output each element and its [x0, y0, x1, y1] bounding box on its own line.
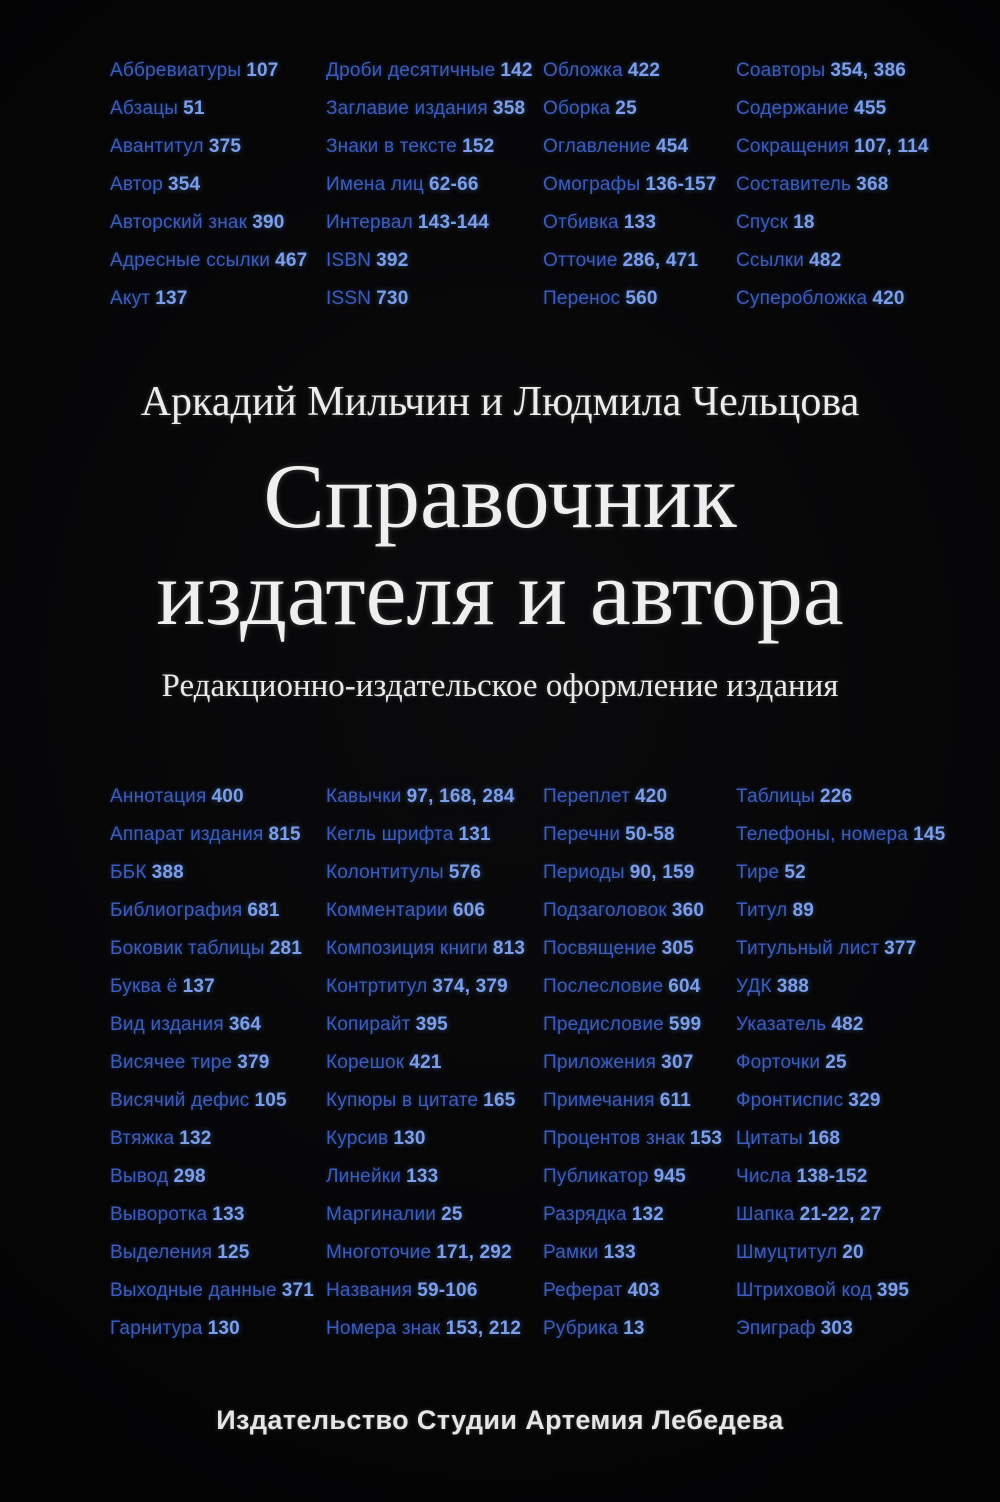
book-title-line-1: Справочник [263, 445, 737, 547]
index-pages: 604 [668, 976, 701, 997]
index-entry [326, 166, 533, 204]
index-term: Композиция книги [326, 938, 488, 959]
index-entry [326, 1006, 525, 1044]
index-term: Аббревиатуры [110, 60, 242, 81]
index-term: Автор [110, 174, 163, 195]
top-index-column-3 [543, 52, 717, 318]
index-entry [736, 1044, 945, 1082]
index-term: Переплет [543, 786, 630, 807]
index-entry [736, 1158, 945, 1196]
index-pages: 303 [820, 1318, 853, 1339]
top-index-column-4 [736, 52, 929, 318]
index-term: Содержание [736, 98, 850, 119]
index-entry [110, 128, 307, 166]
index-entry [736, 242, 929, 280]
index-term: Знаки в тексте [326, 136, 458, 157]
index-entry [326, 1196, 525, 1234]
index-pages: 62-66 [429, 174, 479, 195]
index-term: Титульный лист [736, 938, 880, 959]
index-pages: 422 [627, 60, 661, 81]
index-entry [736, 1120, 945, 1158]
index-entry [326, 1044, 525, 1082]
index-entry [326, 1082, 525, 1120]
index-term: Рамки [543, 1242, 599, 1263]
index-entry [326, 1272, 525, 1310]
index-entry [110, 166, 307, 204]
index-entry [736, 1082, 945, 1120]
index-pages: 377 [884, 938, 917, 959]
index-pages: 388 [151, 862, 184, 883]
index-term: Курсив [326, 1128, 389, 1149]
index-term: Примечания [543, 1090, 655, 1111]
index-term: Процентов знак [543, 1128, 685, 1149]
index-term: Абзацы [110, 98, 179, 119]
index-entry [110, 1272, 314, 1310]
index-pages: 152 [462, 136, 495, 157]
index-term: Гарнитура [110, 1318, 203, 1339]
index-term: Интервал [326, 212, 413, 233]
index-entry [326, 892, 525, 930]
index-pages: 482 [809, 250, 842, 271]
index-entry [543, 242, 717, 280]
index-pages: 59-106 [417, 1280, 478, 1301]
index-entry [326, 90, 533, 128]
index-entry [736, 128, 929, 166]
index-pages: 420 [634, 786, 668, 807]
index-pages: 599 [668, 1014, 702, 1035]
index-pages: 329 [848, 1090, 881, 1111]
index-term: Рубрика [543, 1318, 619, 1339]
index-pages: 51 [183, 98, 205, 119]
index-term: Колонтитулы [326, 862, 444, 883]
index-term: Акут [110, 288, 151, 309]
index-term: Маргиналии [326, 1204, 437, 1225]
index-term: Линейки [326, 1166, 402, 1187]
index-pages: 390 [252, 212, 285, 233]
index-entry [736, 204, 929, 242]
index-term: Шапка [736, 1204, 795, 1225]
index-term: Эпиграф [736, 1318, 816, 1339]
index-term: Названия [326, 1280, 413, 1301]
index-term: Висячее тире [110, 1052, 233, 1073]
index-term: ББК [110, 862, 147, 883]
index-pages: 354 [167, 174, 201, 195]
index-pages: 360 [671, 900, 705, 921]
index-pages: 153, 212 [445, 1318, 522, 1339]
index-pages: 25 [441, 1204, 463, 1225]
index-term: Публикатор [543, 1166, 649, 1187]
index-pages: 576 [448, 862, 482, 883]
index-entry [110, 968, 314, 1006]
index-pages: 133 [623, 212, 657, 233]
index-term: Копирайт [326, 1014, 411, 1035]
bottom-index-column-3 [543, 778, 722, 1348]
index-pages: 421 [409, 1052, 442, 1073]
index-term: Заглавие издания [326, 98, 488, 119]
index-entry [110, 930, 314, 968]
index-term: Телефоны, номера [736, 824, 909, 845]
index-entry [326, 1120, 525, 1158]
index-entry [543, 968, 722, 1006]
index-pages: 611 [659, 1090, 691, 1111]
index-pages: 226 [820, 786, 853, 807]
index-term: Отбивка [543, 212, 619, 233]
index-pages: 20 [842, 1242, 864, 1263]
index-term: Адресные ссылки [110, 250, 271, 271]
index-pages: 97, 168, 284 [406, 786, 515, 807]
index-pages: 131 [458, 824, 491, 845]
index-entry [110, 1196, 314, 1234]
index-pages: 132 [631, 1204, 665, 1225]
index-entry [543, 128, 717, 166]
index-entry [326, 242, 533, 280]
index-entry [326, 128, 533, 166]
index-term: Фронтиспис [736, 1090, 844, 1111]
index-pages: 454 [655, 136, 689, 157]
index-entry [736, 816, 945, 854]
index-pages: 392 [376, 250, 409, 271]
bottom-index-column-2 [326, 778, 525, 1348]
index-term: Приложения [543, 1052, 657, 1073]
index-entry [736, 1310, 945, 1348]
bottom-index-column-1 [110, 778, 314, 1348]
index-term: Обложка [543, 60, 623, 81]
index-term: Подзаголовок [543, 900, 667, 921]
index-entry [326, 1234, 525, 1272]
top-index-column-1 [110, 52, 307, 318]
book-title [0, 445, 1000, 644]
index-entry [543, 854, 722, 892]
index-entry [543, 1158, 722, 1196]
index-term: Аннотация [110, 786, 207, 807]
index-pages: 420 [872, 288, 905, 309]
index-entry [736, 1196, 945, 1234]
index-entry [110, 1310, 314, 1348]
index-term: Боковик таблицы [110, 938, 265, 959]
index-term: ISSN [326, 288, 372, 309]
index-pages: 374, 379 [432, 976, 508, 997]
index-term: ISBN [326, 250, 372, 271]
index-entry [543, 892, 722, 930]
index-entry [543, 1272, 722, 1310]
book-subtitle: Редакционно-издательское оформление издания [161, 668, 839, 704]
index-entry [543, 90, 717, 128]
index-entry [736, 1272, 945, 1310]
index-entry [543, 280, 717, 318]
index-entry [110, 816, 314, 854]
index-pages: 89 [792, 900, 815, 921]
index-pages: 379 [237, 1052, 270, 1073]
index-term: Контртитул [326, 976, 428, 997]
index-pages: 130 [207, 1318, 240, 1339]
index-term: Вид издания [110, 1014, 224, 1035]
index-pages: 371 [281, 1280, 315, 1301]
index-pages: 107 [246, 60, 279, 81]
index-entry [110, 242, 307, 280]
index-pages: 125 [217, 1242, 250, 1263]
index-term: Периоды [543, 862, 625, 883]
index-entry [543, 930, 722, 968]
index-pages: 400 [211, 786, 244, 807]
index-pages: 945 [653, 1166, 686, 1187]
index-entry [543, 1196, 722, 1234]
index-term: Вывод [110, 1166, 169, 1187]
index-pages: 358 [492, 98, 526, 119]
index-pages: 681 [247, 900, 280, 921]
index-pages: 133 [603, 1242, 636, 1263]
index-pages: 364 [228, 1014, 262, 1035]
index-entry [326, 204, 533, 242]
author-line: Аркадий Мильчин и Людмила Чельцова [140, 379, 860, 425]
index-entry [736, 930, 945, 968]
index-pages: 138-152 [796, 1166, 868, 1187]
index-entry [110, 1158, 314, 1196]
index-pages: 730 [376, 288, 409, 309]
index-term: Дроби десятичные [326, 60, 496, 81]
index-entry [326, 854, 525, 892]
index-entry [543, 204, 717, 242]
index-pages: 132 [179, 1128, 212, 1149]
index-entry [326, 280, 533, 318]
index-pages: 395 [876, 1280, 910, 1301]
index-pages: 52 [784, 862, 806, 883]
index-term: Многоточие [326, 1242, 432, 1263]
index-pages: 18 [793, 212, 815, 233]
index-entry [543, 1120, 722, 1158]
index-pages: 467 [275, 250, 308, 271]
index-pages: 136-157 [645, 174, 717, 195]
index-entry [543, 778, 722, 816]
index-entry [110, 90, 307, 128]
index-pages: 133 [406, 1166, 439, 1187]
index-term: Аппарат издания [110, 824, 264, 845]
index-term: Выделения [110, 1242, 213, 1263]
index-pages: 171, 292 [436, 1242, 512, 1263]
index-entry [326, 968, 525, 1006]
index-term: Посвящение [543, 938, 657, 959]
index-pages: 130 [393, 1128, 426, 1149]
index-pages: 354, 386 [830, 60, 906, 81]
bottom-index-column-4 [736, 778, 945, 1348]
index-entry [543, 1234, 722, 1272]
index-term: Висячий дефис [110, 1090, 250, 1111]
index-entry [110, 1234, 314, 1272]
index-entry [110, 1082, 314, 1120]
index-term: Ссылки [736, 250, 805, 271]
index-pages: 90, 159 [629, 862, 695, 883]
index-pages: 368 [856, 174, 889, 195]
index-pages: 133 [212, 1204, 245, 1225]
index-entry [543, 1082, 722, 1120]
index-pages: 388 [776, 976, 810, 997]
book-title-line-2: издателя и автора [156, 542, 844, 644]
index-entry [110, 204, 307, 242]
index-term: Штриховой код [736, 1280, 872, 1301]
index-pages: 25 [825, 1052, 847, 1073]
index-entry [736, 1006, 945, 1044]
index-pages: 107, 114 [854, 136, 929, 157]
index-entry [326, 816, 525, 854]
index-pages: 815 [268, 824, 301, 845]
index-term: Соавторы [736, 60, 826, 81]
index-term: Выворотка [110, 1204, 208, 1225]
index-pages: 606 [452, 900, 486, 921]
index-entry [110, 1006, 314, 1044]
index-term: Суперобложка [736, 288, 868, 309]
index-pages: 286, 471 [622, 250, 699, 271]
index-term: Оборка [543, 98, 611, 119]
index-pages: 403 [627, 1280, 660, 1301]
index-entry [110, 854, 314, 892]
index-term: Буква ё [110, 976, 178, 997]
index-term: Титул [736, 900, 788, 921]
index-term: Перечни [543, 824, 621, 845]
index-pages: 153 [689, 1128, 723, 1149]
index-entry [736, 90, 929, 128]
index-term: Корешок [326, 1052, 405, 1073]
index-term: Цитаты [736, 1128, 803, 1149]
index-term: Таблицы [736, 786, 815, 807]
index-term: Сокращения [736, 136, 850, 157]
index-entry [110, 52, 307, 90]
index-entry [736, 52, 929, 90]
index-pages: 482 [831, 1014, 864, 1035]
index-pages: 307 [661, 1052, 694, 1073]
index-term: Перенос [543, 288, 621, 309]
index-pages: 375 [208, 136, 242, 157]
index-pages: 165 [483, 1090, 516, 1111]
index-term: Омографы [543, 174, 641, 195]
index-term: Составитель [736, 174, 852, 195]
index-pages: 560 [625, 288, 658, 309]
index-term: Послесловие [543, 976, 664, 997]
index-pages: 143-144 [417, 212, 490, 233]
index-entry [326, 1310, 525, 1348]
index-entry [543, 1310, 722, 1348]
index-term: Авантитул [110, 136, 204, 157]
index-term: Втяжка [110, 1128, 175, 1149]
index-pages: 21-22, 27 [799, 1204, 882, 1225]
index-pages: 395 [415, 1014, 448, 1035]
index-term: Купюры в цитате [326, 1090, 479, 1111]
index-entry [326, 52, 533, 90]
index-entry [736, 166, 929, 204]
index-entry [110, 280, 307, 318]
index-term: УДК [736, 976, 772, 997]
index-pages: 813 [492, 938, 526, 959]
index-entry [736, 280, 929, 318]
index-term: Комментарии [326, 900, 448, 921]
index-entry [326, 930, 525, 968]
index-entry [326, 1158, 525, 1196]
index-entry [736, 854, 945, 892]
index-term: Кавычки [326, 786, 402, 807]
index-term: Имена лиц [326, 174, 425, 195]
index-pages: 281 [269, 938, 303, 959]
index-entry [110, 778, 314, 816]
index-term: Предисловие [543, 1014, 664, 1035]
index-term: Форточки [736, 1052, 821, 1073]
index-entry [736, 1234, 945, 1272]
index-entry [736, 778, 945, 816]
index-pages: 305 [661, 938, 694, 959]
index-pages: 137 [155, 288, 188, 309]
index-entry [543, 1006, 722, 1044]
index-pages: 142 [500, 60, 533, 81]
index-pages: 25 [615, 98, 637, 119]
index-term: Библиография [110, 900, 243, 921]
index-term: Кегль шрифта [326, 824, 454, 845]
index-pages: 298 [173, 1166, 206, 1187]
index-pages: 137 [182, 976, 215, 997]
index-entry [736, 968, 945, 1006]
index-term: Выходные данные [110, 1280, 277, 1301]
index-term: Оглавление [543, 136, 651, 157]
index-entry [543, 166, 717, 204]
index-term: Указатель [736, 1014, 827, 1035]
index-entry [110, 892, 314, 930]
index-term: Тире [736, 862, 780, 883]
index-entry [543, 1044, 722, 1082]
index-entry [326, 778, 525, 816]
top-index-column-2 [326, 52, 533, 318]
index-entry [110, 1120, 314, 1158]
index-term: Шмуцтитул [736, 1242, 838, 1263]
index-pages: 105 [254, 1090, 287, 1111]
index-pages: 455 [854, 98, 887, 119]
index-entry [543, 816, 722, 854]
index-term: Номера знак [326, 1318, 441, 1339]
index-term: Реферат [543, 1280, 623, 1301]
index-pages: 168 [807, 1128, 841, 1149]
index-term: Спуск [736, 212, 789, 233]
index-entry [543, 52, 717, 90]
index-pages: 145 [913, 824, 946, 845]
index-term: Числа [736, 1166, 792, 1187]
index-term: Отточие [543, 250, 618, 271]
index-term: Авторский знак [110, 212, 248, 233]
index-term: Разрядка [543, 1204, 627, 1225]
index-pages: 13 [623, 1318, 645, 1339]
index-entry [110, 1044, 314, 1082]
publisher-line: Издательство Студии Артемия Лебедева [216, 1405, 784, 1435]
index-entry [736, 892, 945, 930]
index-pages: 50-58 [625, 824, 675, 845]
